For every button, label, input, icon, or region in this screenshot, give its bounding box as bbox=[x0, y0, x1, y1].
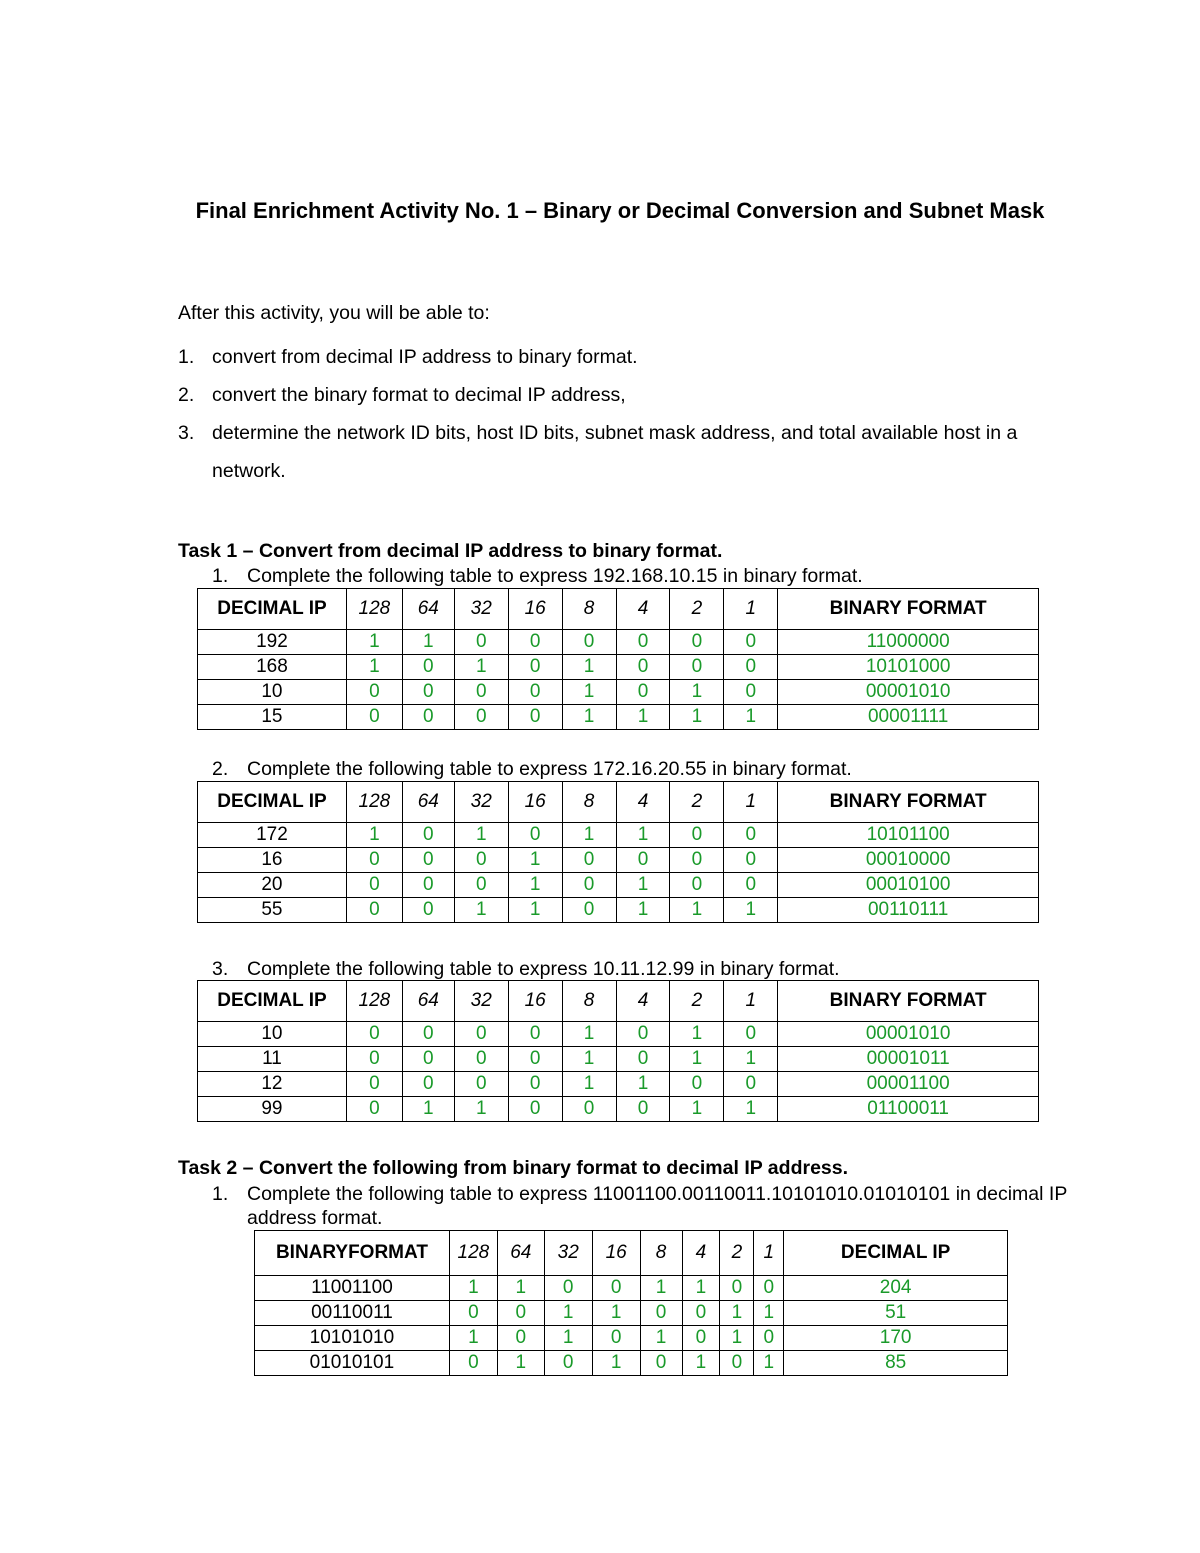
bit-cell: 0 bbox=[670, 655, 724, 680]
item-caption-text: Complete the following table to express 192.168.10.15 in binary format. bbox=[247, 565, 863, 587]
bit-cell: 0 bbox=[402, 873, 454, 898]
bit-cell: 0 bbox=[346, 1047, 402, 1072]
task2-heading: Task 2 – Convert the following from binary format to decimal IP address. bbox=[178, 1157, 849, 1179]
table-row bbox=[198, 1047, 1039, 1072]
bit-cell: 0 bbox=[562, 848, 616, 873]
objective-number: 3. bbox=[178, 422, 195, 444]
bit-cell: 1 bbox=[508, 873, 562, 898]
bit-weight-header: 4 bbox=[682, 1231, 720, 1276]
item-number: 1. bbox=[212, 1183, 229, 1205]
bit-cell: 1 bbox=[449, 1326, 497, 1351]
bit-weight-header: 32 bbox=[454, 782, 508, 823]
bit-cell: 1 bbox=[544, 1326, 592, 1351]
bit-cell: 0 bbox=[454, 630, 508, 655]
bit-weight-header: 32 bbox=[454, 589, 508, 630]
bit-cell: 1 bbox=[562, 1047, 616, 1072]
table-row bbox=[198, 898, 1039, 923]
bit-cell: 1 bbox=[562, 655, 616, 680]
bit-cell: 0 bbox=[562, 873, 616, 898]
column-header: BINARYFORMAT bbox=[255, 1231, 450, 1276]
objective-number: 1. bbox=[178, 346, 195, 368]
bit-cell: 1 bbox=[449, 1276, 497, 1301]
table-row bbox=[255, 1276, 1008, 1301]
table-row bbox=[255, 1351, 1008, 1376]
bit-cell: 0 bbox=[616, 1022, 670, 1047]
given-value-cell: 01010101 bbox=[255, 1351, 450, 1376]
given-value-cell: 10101010 bbox=[255, 1326, 450, 1351]
bit-cell: 0 bbox=[449, 1351, 497, 1376]
bit-cell: 1 bbox=[724, 705, 778, 730]
bit-cell: 1 bbox=[724, 1047, 778, 1072]
table-row bbox=[255, 1301, 1008, 1326]
bit-cell: 0 bbox=[497, 1326, 544, 1351]
bit-cell: 0 bbox=[616, 630, 670, 655]
bit-cell: 1 bbox=[346, 630, 402, 655]
bit-cell: 0 bbox=[508, 680, 562, 705]
bit-cell: 1 bbox=[508, 848, 562, 873]
bit-weight-header: 2 bbox=[670, 589, 724, 630]
bit-cell: 0 bbox=[346, 898, 402, 923]
bit-cell: 1 bbox=[616, 823, 670, 848]
bit-cell: 1 bbox=[670, 705, 724, 730]
bit-cell: 0 bbox=[508, 1022, 562, 1047]
bit-cell: 0 bbox=[616, 848, 670, 873]
column-header: DECIMAL IP bbox=[198, 589, 347, 630]
answer-cell: 204 bbox=[784, 1276, 1008, 1301]
bit-weight-header: 128 bbox=[346, 782, 402, 823]
bit-cell: 0 bbox=[402, 823, 454, 848]
bit-cell: 0 bbox=[754, 1326, 784, 1351]
table-row bbox=[255, 1326, 1008, 1351]
bit-cell: 0 bbox=[670, 630, 724, 655]
bit-cell: 1 bbox=[616, 705, 670, 730]
bit-cell: 1 bbox=[724, 898, 778, 923]
bit-weight-header: 1 bbox=[724, 981, 778, 1022]
answer-cell: 01100011 bbox=[778, 1097, 1039, 1122]
bit-cell: 0 bbox=[449, 1301, 497, 1326]
task1-item1-caption bbox=[212, 564, 1072, 588]
column-header: DECIMAL IP bbox=[198, 782, 347, 823]
given-value-cell: 172 bbox=[198, 823, 347, 848]
bit-cell: 0 bbox=[346, 1097, 402, 1122]
given-value-cell: 15 bbox=[198, 705, 347, 730]
bit-cell: 1 bbox=[562, 680, 616, 705]
bit-cell: 0 bbox=[670, 1072, 724, 1097]
bit-cell: 0 bbox=[724, 655, 778, 680]
bit-cell: 0 bbox=[346, 1072, 402, 1097]
objective-text: convert the binary format to decimal IP address, bbox=[212, 384, 626, 406]
bit-weight-header: 4 bbox=[616, 782, 670, 823]
bit-cell: 1 bbox=[754, 1351, 784, 1376]
bit-cell: 0 bbox=[402, 1072, 454, 1097]
column-header: BINARY FORMAT bbox=[778, 589, 1039, 630]
bit-weight-header: 16 bbox=[508, 589, 562, 630]
task1-table3 bbox=[197, 980, 1039, 1122]
bit-cell: 1 bbox=[682, 1276, 720, 1301]
column-header: BINARY FORMAT bbox=[778, 782, 1039, 823]
bit-cell: 1 bbox=[640, 1276, 682, 1301]
bit-weight-header: 16 bbox=[508, 981, 562, 1022]
bit-cell: 1 bbox=[670, 1022, 724, 1047]
task1-item2-caption bbox=[212, 757, 1072, 781]
bit-cell: 1 bbox=[497, 1276, 544, 1301]
given-value-cell: 11 bbox=[198, 1047, 347, 1072]
item-caption-text: Complete the following table to express 172.16.20.55 in binary format. bbox=[247, 758, 852, 780]
bit-cell: 0 bbox=[724, 823, 778, 848]
given-value-cell: 00110011 bbox=[255, 1301, 450, 1326]
bit-cell: 1 bbox=[497, 1351, 544, 1376]
bit-cell: 0 bbox=[724, 630, 778, 655]
table-header-row bbox=[198, 589, 1039, 630]
bit-cell: 0 bbox=[640, 1351, 682, 1376]
page-title: Final Enrichment Activity No. 1 – Binary or Decimal Conversion and Subnet Mask bbox=[195, 198, 1045, 223]
answer-cell: 00010100 bbox=[778, 873, 1039, 898]
table-row bbox=[198, 630, 1039, 655]
bit-cell: 1 bbox=[754, 1301, 784, 1326]
answer-cell: 85 bbox=[784, 1351, 1008, 1376]
answer-cell: 00001010 bbox=[778, 680, 1039, 705]
bit-weight-header: 32 bbox=[544, 1231, 592, 1276]
bit-cell: 1 bbox=[402, 630, 454, 655]
column-header: DECIMAL IP bbox=[784, 1231, 1008, 1276]
item-number: 2. bbox=[212, 758, 229, 780]
answer-cell: 00001100 bbox=[778, 1072, 1039, 1097]
bit-cell: 0 bbox=[454, 1072, 508, 1097]
table-header-row bbox=[198, 981, 1039, 1022]
table-row bbox=[198, 1097, 1039, 1122]
given-value-cell: 20 bbox=[198, 873, 347, 898]
bit-cell: 1 bbox=[670, 1047, 724, 1072]
bit-cell: 0 bbox=[562, 1097, 616, 1122]
bit-cell: 1 bbox=[454, 823, 508, 848]
item-caption-text: Complete the following table to express 10.11.12.99 in binary format. bbox=[247, 958, 840, 980]
bit-cell: 1 bbox=[346, 655, 402, 680]
answer-cell: 10101000 bbox=[778, 655, 1039, 680]
table-row bbox=[198, 655, 1039, 680]
bit-cell: 0 bbox=[670, 848, 724, 873]
bit-cell: 1 bbox=[562, 705, 616, 730]
bit-weight-header: 2 bbox=[670, 981, 724, 1022]
intro-section bbox=[178, 300, 1058, 490]
bit-cell: 0 bbox=[402, 680, 454, 705]
bit-cell: 0 bbox=[402, 1022, 454, 1047]
bit-cell: 1 bbox=[508, 898, 562, 923]
given-value-cell: 11001100 bbox=[255, 1276, 450, 1301]
bit-weight-header: 1 bbox=[724, 589, 778, 630]
table-row bbox=[198, 848, 1039, 873]
bit-cell: 0 bbox=[724, 680, 778, 705]
bit-cell: 0 bbox=[724, 848, 778, 873]
bit-cell: 0 bbox=[592, 1326, 640, 1351]
bit-cell: 0 bbox=[454, 873, 508, 898]
bit-cell: 0 bbox=[754, 1276, 784, 1301]
given-value-cell: 99 bbox=[198, 1097, 347, 1122]
bit-cell: 0 bbox=[682, 1301, 720, 1326]
table-row bbox=[198, 705, 1039, 730]
bit-cell: 0 bbox=[592, 1276, 640, 1301]
objective-text: determine the network ID bits, host ID bits, subnet mask address, and total available host in a network. bbox=[212, 422, 1018, 482]
bit-weight-header: 64 bbox=[497, 1231, 544, 1276]
item-caption-text: Complete the following table to express 11001100.00110011.10101010.01010101 in decimal IP address format. bbox=[247, 1183, 1067, 1229]
bit-cell: 0 bbox=[346, 680, 402, 705]
bit-cell: 1 bbox=[562, 1072, 616, 1097]
intro-lead: After this activity, you will be able to: bbox=[178, 302, 490, 324]
objective-item bbox=[178, 414, 1058, 490]
bit-weight-header: 8 bbox=[562, 782, 616, 823]
bit-cell: 1 bbox=[616, 873, 670, 898]
task2-item1-caption bbox=[212, 1182, 1072, 1230]
bit-weight-header: 8 bbox=[640, 1231, 682, 1276]
bit-cell: 0 bbox=[346, 848, 402, 873]
bit-cell: 1 bbox=[640, 1326, 682, 1351]
bit-cell: 1 bbox=[346, 823, 402, 848]
answer-cell: 10101100 bbox=[778, 823, 1039, 848]
bit-cell: 0 bbox=[454, 848, 508, 873]
bit-cell: 1 bbox=[562, 1022, 616, 1047]
bit-cell: 0 bbox=[497, 1301, 544, 1326]
bit-weight-header: 128 bbox=[346, 981, 402, 1022]
bit-cell: 1 bbox=[670, 680, 724, 705]
answer-cell: 00010000 bbox=[778, 848, 1039, 873]
bit-cell: 1 bbox=[592, 1301, 640, 1326]
table-row bbox=[198, 1022, 1039, 1047]
column-header: BINARY FORMAT bbox=[778, 981, 1039, 1022]
bit-cell: 0 bbox=[720, 1276, 754, 1301]
bit-cell: 0 bbox=[682, 1326, 720, 1351]
answer-cell: 00110111 bbox=[778, 898, 1039, 923]
bit-cell: 0 bbox=[508, 655, 562, 680]
bit-cell: 0 bbox=[720, 1351, 754, 1376]
bit-cell: 0 bbox=[562, 898, 616, 923]
answer-cell: 170 bbox=[784, 1326, 1008, 1351]
bit-cell: 0 bbox=[346, 705, 402, 730]
bit-weight-header: 1 bbox=[724, 782, 778, 823]
bit-cell: 1 bbox=[616, 1072, 670, 1097]
bit-weight-header: 128 bbox=[449, 1231, 497, 1276]
bit-cell: 0 bbox=[346, 873, 402, 898]
bit-cell: 1 bbox=[670, 898, 724, 923]
given-value-cell: 10 bbox=[198, 1022, 347, 1047]
bit-cell: 1 bbox=[724, 1097, 778, 1122]
bit-weight-header: 32 bbox=[454, 981, 508, 1022]
table-row bbox=[198, 1072, 1039, 1097]
bit-weight-header: 16 bbox=[508, 782, 562, 823]
table-row bbox=[198, 823, 1039, 848]
bit-cell: 0 bbox=[454, 680, 508, 705]
task1-item3-caption bbox=[212, 957, 1072, 981]
given-value-cell: 55 bbox=[198, 898, 347, 923]
objective-item bbox=[178, 376, 1058, 414]
bit-cell: 0 bbox=[640, 1301, 682, 1326]
bit-cell: 1 bbox=[720, 1326, 754, 1351]
bit-cell: 0 bbox=[616, 680, 670, 705]
bit-cell: 0 bbox=[544, 1351, 592, 1376]
bit-weight-header: 16 bbox=[592, 1231, 640, 1276]
bit-cell: 1 bbox=[402, 1097, 454, 1122]
bit-cell: 1 bbox=[562, 823, 616, 848]
answer-cell: 00001111 bbox=[778, 705, 1039, 730]
bit-cell: 1 bbox=[592, 1351, 640, 1376]
bit-weight-header: 64 bbox=[402, 782, 454, 823]
bit-cell: 1 bbox=[720, 1301, 754, 1326]
bit-cell: 1 bbox=[682, 1351, 720, 1376]
bit-cell: 0 bbox=[562, 630, 616, 655]
bit-cell: 1 bbox=[454, 898, 508, 923]
bit-cell: 0 bbox=[508, 705, 562, 730]
bit-cell: 0 bbox=[402, 655, 454, 680]
bit-weight-header: 128 bbox=[346, 589, 402, 630]
bit-weight-header: 64 bbox=[402, 589, 454, 630]
answer-cell: 00001011 bbox=[778, 1047, 1039, 1072]
bit-weight-header: 2 bbox=[720, 1231, 754, 1276]
bit-cell: 0 bbox=[616, 1097, 670, 1122]
bit-weight-header: 8 bbox=[562, 981, 616, 1022]
bit-cell: 0 bbox=[724, 873, 778, 898]
bit-cell: 0 bbox=[544, 1276, 592, 1301]
bit-cell: 0 bbox=[508, 1097, 562, 1122]
bit-cell: 0 bbox=[724, 1072, 778, 1097]
bit-cell: 1 bbox=[544, 1301, 592, 1326]
bit-weight-header: 8 bbox=[562, 589, 616, 630]
given-value-cell: 10 bbox=[198, 680, 347, 705]
item-number: 3. bbox=[212, 958, 229, 980]
objective-number: 2. bbox=[178, 384, 195, 406]
given-value-cell: 16 bbox=[198, 848, 347, 873]
given-value-cell: 168 bbox=[198, 655, 347, 680]
bit-cell: 0 bbox=[508, 823, 562, 848]
bit-cell: 0 bbox=[454, 705, 508, 730]
task1-table1 bbox=[197, 588, 1039, 730]
answer-cell: 11000000 bbox=[778, 630, 1039, 655]
objective-item bbox=[178, 338, 1058, 376]
bit-cell: 0 bbox=[508, 1047, 562, 1072]
bit-cell: 0 bbox=[508, 1072, 562, 1097]
bit-cell: 0 bbox=[616, 655, 670, 680]
bit-cell: 0 bbox=[670, 873, 724, 898]
table-row bbox=[198, 873, 1039, 898]
given-value-cell: 12 bbox=[198, 1072, 347, 1097]
bit-cell: 0 bbox=[402, 1047, 454, 1072]
bit-weight-header: 2 bbox=[670, 782, 724, 823]
task1-heading: Task 1 – Convert from decimal IP address to binary format. bbox=[178, 540, 723, 562]
column-header: DECIMAL IP bbox=[198, 981, 347, 1022]
bit-cell: 0 bbox=[346, 1022, 402, 1047]
bit-cell: 1 bbox=[454, 655, 508, 680]
table-header-row bbox=[255, 1231, 1008, 1276]
task1-table2 bbox=[197, 781, 1039, 923]
bit-cell: 0 bbox=[402, 898, 454, 923]
given-value-cell: 192 bbox=[198, 630, 347, 655]
bit-cell: 0 bbox=[402, 705, 454, 730]
objective-text: convert from decimal IP address to binary format. bbox=[212, 346, 638, 368]
bit-cell: 0 bbox=[508, 630, 562, 655]
bit-weight-header: 1 bbox=[754, 1231, 784, 1276]
table-row bbox=[198, 680, 1039, 705]
answer-cell: 51 bbox=[784, 1301, 1008, 1326]
task2-table1 bbox=[254, 1230, 1008, 1376]
answer-cell: 00001010 bbox=[778, 1022, 1039, 1047]
bit-cell: 0 bbox=[670, 823, 724, 848]
bit-cell: 0 bbox=[454, 1022, 508, 1047]
bit-cell: 0 bbox=[402, 848, 454, 873]
bit-cell: 0 bbox=[724, 1022, 778, 1047]
bit-weight-header: 4 bbox=[616, 981, 670, 1022]
bit-cell: 0 bbox=[454, 1047, 508, 1072]
bit-cell: 1 bbox=[616, 898, 670, 923]
table-header-row bbox=[198, 782, 1039, 823]
bit-cell: 1 bbox=[670, 1097, 724, 1122]
bit-weight-header: 64 bbox=[402, 981, 454, 1022]
bit-cell: 1 bbox=[454, 1097, 508, 1122]
bit-weight-header: 4 bbox=[616, 589, 670, 630]
bit-cell: 0 bbox=[616, 1047, 670, 1072]
item-number: 1. bbox=[212, 565, 229, 587]
